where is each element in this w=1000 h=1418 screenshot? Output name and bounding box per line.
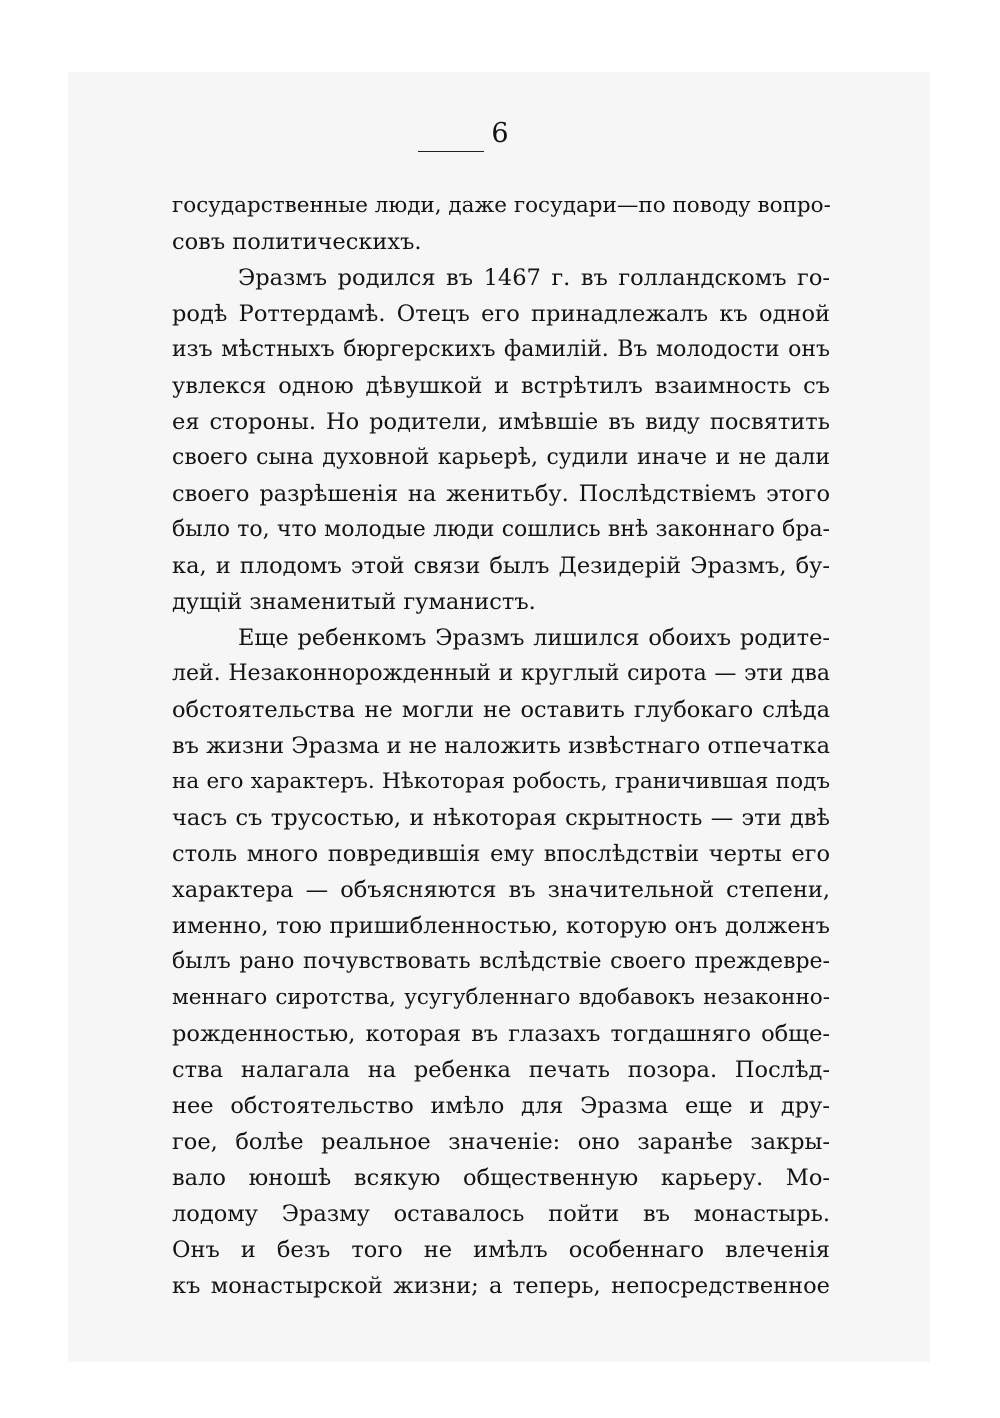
page-number: 6 — [491, 118, 509, 149]
text-line: характера — объясняются въ значительной степени, — [172, 877, 830, 903]
text-line: ея стороны. Но родители, имѣвшіе въ виду посвятить — [172, 409, 830, 435]
text-line: лей. Незаконнорожденный и круглый сирота — эти два — [172, 661, 830, 686]
text-line: гое, болѣе реальное значеніе: оно заранѣе закры- — [172, 1129, 830, 1155]
paragraph-first-line: Еще ребенкомъ Эразмъ лишился обоихъ родите- — [238, 625, 830, 651]
text-line: государственные люди, даже государи—по поводу вопро- — [172, 193, 831, 218]
text-line: вало юношѣ всякую общественную карьеру. Мо- — [172, 1165, 830, 1191]
text-line: обстоятельства не могли не оставить глубокаго слѣда — [172, 697, 830, 723]
text-line: рожденностью, которая въ глазахъ тогдашняго обще- — [172, 1021, 830, 1047]
text-line: своего сына духовной карьерѣ, судили иначе и не дали — [172, 445, 830, 470]
text-line: лодому Эразму оставалось пойти въ монастырь. — [172, 1201, 830, 1227]
text-line: часъ съ трусостью, и нѣкоторая скрытность — эти двѣ — [172, 805, 830, 831]
text-line: родѣ Роттердамѣ. Отецъ его принадлежалъ къ одной — [172, 301, 830, 327]
text-line: на его характеръ. Нѣкоторая робость, граничившая подъ — [172, 769, 830, 794]
text-line: именно, тою пришибленностью, которую онъ долженъ — [172, 913, 830, 939]
paragraph-first-line: Эразмъ родился въ 1467 г. въ голландскомъ го- — [238, 265, 830, 291]
text-line: ства налагала на ребенка печать позора. Послѣд- — [172, 1057, 830, 1083]
page-number-rule — [418, 151, 484, 152]
text-line: столь много повредившія ему впослѣдствіи черты его — [172, 841, 830, 867]
text-line: изъ мѣстныхъ бюргерскихъ фамилій. Въ молодости онъ — [172, 337, 830, 362]
text-line: меннаго сиротства, усугубленнаго вдобавокъ незаконно- — [172, 985, 830, 1010]
text-line: ка, и плодомъ этой связи былъ Дезидерій Эразмъ, бу- — [172, 553, 830, 579]
text-line: дущій знаменитый гуманистъ. — [172, 589, 536, 615]
text-line: Онъ и безъ того не имѣлъ особеннаго влеченія — [172, 1237, 830, 1263]
text-line: нее обстоятельство имѣло для Эразма еще и дру- — [172, 1093, 830, 1119]
text-line: совъ политическихъ. — [172, 229, 422, 255]
text-line: былъ рано почувствовать вслѣдствіе своего преждевре- — [172, 949, 830, 974]
text-line: въ жизни Эразма и не наложить извѣстнаго отпечатка — [172, 733, 830, 759]
text-line: къ монастырской жизни; а теперь, непосредственное — [172, 1273, 830, 1299]
text-line: своего разрѣшенія на женитьбу. Послѣдствіемъ этого — [172, 481, 830, 507]
text-line: увлекся одною дѣвушкой и встрѣтилъ взаимность съ — [172, 373, 830, 399]
text-line: было то, что молодые люди сошлись внѣ законнаго бра- — [172, 517, 830, 542]
